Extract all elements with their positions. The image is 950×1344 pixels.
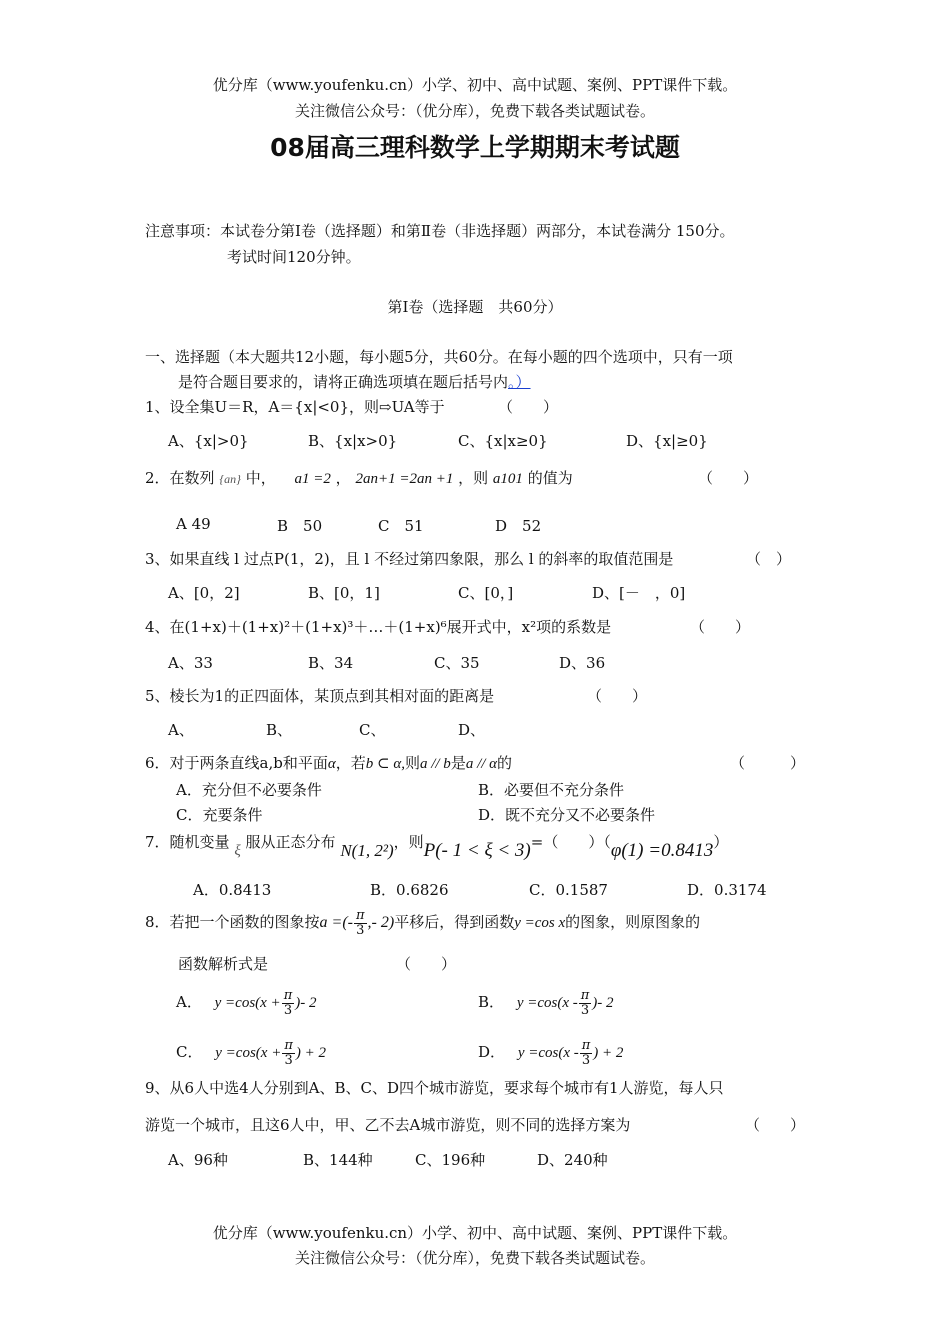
q6-option-c: C．充要条件 [176, 806, 263, 824]
q1-option-c: C、{x|x≥0} [458, 432, 548, 450]
q7-probability: P(- 1 < ξ < 3) [423, 840, 531, 861]
q7-stem-e: ） [713, 833, 729, 851]
q5-stem: 5、棱长为1的正四面体，某顶点到其相对面的距离是 [145, 687, 495, 705]
q8-option-c-num: π [284, 1037, 293, 1053]
q8-vector-den: 3 [356, 922, 365, 938]
q8-option-a-label: A． [176, 993, 202, 1011]
q3-option-a: A、[0，2] [168, 584, 240, 602]
q8-option-d-post: ) + 2 [593, 1045, 624, 1061]
q1-option-b: B、{x|x>0} [308, 432, 398, 450]
q9-line-1: 9、从6人中选4人分别到A、B、C、D四个城市游览，要求每个城市有1人游览，每人只 [145, 1079, 724, 1097]
q6-condition: b ⊂ α, [365, 756, 405, 772]
q8-option-c-fraction [282, 1039, 295, 1068]
q8-vector-num: π [356, 907, 365, 923]
q2-condition-1: a1 =2 [294, 471, 331, 487]
section1-line-1: 一、选择题（本大题共12小题，每小题5分，共60分。在每小题的四个选项中，只有一项 [145, 348, 733, 366]
q3-stem: 3、如果直线 l 过点P(1，2)，且 l 不经过第四象限，那么 l 的斜率的取值范围是 [145, 550, 674, 568]
q5-option-b: B、 [266, 721, 293, 739]
q7-option-a: A．0.8413 [193, 881, 272, 899]
q2-target: a101 [492, 471, 523, 487]
q8-option-d-pre: y =cos(x - [517, 1045, 579, 1061]
q9-option-a: A、96种 [168, 1151, 228, 1169]
q8-option-a [176, 984, 316, 1021]
q6-relation-1: a // b [419, 756, 451, 772]
notice-line-2: 考试时间120分钟。 [227, 248, 361, 266]
q8-option-a-fraction [282, 989, 295, 1018]
q8-answer-paren: （ ） [396, 955, 457, 973]
q2-option-d: D 52 [495, 517, 542, 535]
q3-answer-paren: （ ） [746, 550, 792, 568]
section1-line-2 [178, 371, 531, 392]
q7-option-d: D．0.3174 [687, 881, 767, 899]
q6-stem-a: 6．对于两条直线a,b和平面 [145, 754, 328, 772]
q2-option-c: C 51 [378, 517, 424, 535]
q8-option-b-den: 3 [580, 1002, 590, 1018]
q9-option-d: D、240种 [537, 1151, 608, 1169]
q8-option-c [176, 1034, 326, 1071]
q1-option-a: A、{x|>0} [168, 432, 249, 450]
header-line-2: 关注微信公众号：（优分库），免费下载各类试题试卷。 [294, 102, 655, 120]
q1-stem: 1、设全集U＝R，A＝{x|<0}，则⇨UA等于 [145, 398, 445, 416]
q8-option-d-fraction [580, 1039, 593, 1068]
notice-line-1: 注意事项：本试卷分第Ⅰ卷（选择题）和第Ⅱ卷（非选择题）两部分，本试卷满分 150分。 [145, 222, 735, 240]
q8-option-d [478, 1034, 623, 1071]
q8-vector-end: ,- 2) [367, 914, 395, 931]
q6-stem-e: 的 [497, 754, 513, 772]
q6-option-a: A．充分但不必要条件 [176, 781, 322, 799]
q1-option-d: D、{x|≥0} [626, 432, 708, 450]
q8-stem-b: 平移后，得到函数 [394, 913, 515, 931]
section1-line-2-text: 是符合题目要求的，请将正确选项填在题后括号内 [178, 373, 509, 391]
q8-vector-start: a =(- [319, 914, 353, 931]
q4-answer-paren: （ ） [690, 618, 751, 636]
q4-option-c: C、35 [434, 654, 480, 672]
q2-stem [145, 467, 573, 488]
q3-option-c: C、[0，] [458, 584, 514, 602]
q6-option-b: B．必要但不充分条件 [478, 781, 625, 799]
q8-option-a-num: π [283, 987, 293, 1003]
q5-option-a: A、 [168, 721, 194, 739]
q6-stem [145, 752, 512, 773]
q8-stem-a: 8．若把一个函数的图象按 [145, 913, 320, 931]
q8-option-d-den: 3 [581, 1052, 591, 1068]
q9-answer-paren: （ ） [745, 1116, 806, 1134]
q4-option-a: A、33 [168, 654, 213, 672]
page-title: 08届高三理科数学上学期期末考试题 [270, 133, 680, 162]
q7-stem-b: 服从正态分布 [245, 833, 336, 851]
q3-option-b: B、[0，1] [308, 584, 380, 602]
q6-stem-b: ，若 [335, 754, 366, 772]
header-line-1: 优分库（www.youfenku.cn）小学、初中、高中试题、案例、PPT课件下载。 [212, 76, 738, 94]
q2-stem-a: 2．在数列 [145, 469, 215, 487]
q7-option-c: C．0.1587 [529, 881, 608, 899]
q2-sep: ， [335, 469, 351, 487]
q8-vector-fraction [354, 909, 367, 938]
q8-line-2: 函数解析式是 [178, 955, 269, 973]
q8-option-d-label: D． [478, 1043, 506, 1061]
footer-line-1: 优分库（www.youfenku.cn）小学、初中、高中试题、案例、PPT课件下载。 [212, 1224, 738, 1242]
q7-stem-c: ，则 [393, 833, 424, 851]
q6-stem-d: 是 [450, 754, 466, 772]
q7-stem-a: 7．随机变量 [145, 833, 230, 851]
q2-stem-d: 的值为 [527, 469, 573, 487]
q8-option-a-den: 3 [283, 1002, 293, 1018]
q7-option-b: B．0.6826 [370, 881, 449, 899]
part1-title: 第Ⅰ卷（选择题 共60分） [387, 298, 563, 316]
q5-answer-paren: （ ） [587, 687, 648, 705]
q8-function: y =cos x [514, 915, 566, 931]
section1-link[interactable]: 。） [508, 373, 531, 391]
q8-option-b [478, 984, 614, 1021]
q8-option-b-num: π [580, 987, 590, 1003]
q8-option-d-num: π [581, 1037, 591, 1053]
q8-option-b-pre: y =cos(x - [516, 995, 578, 1011]
q4-option-b: B、34 [308, 654, 354, 672]
q2-option-a: A 49 [176, 515, 211, 533]
q8-option-b-label: B． [478, 993, 505, 1011]
q8-option-b-post: )- 2 [592, 995, 614, 1011]
q7-stem [145, 831, 729, 861]
q4-stem: 4、在(1+x)＋(1+x)²＋(1+x)³＋…＋(1+x)⁶展开式中，x²项的系数是 [145, 618, 612, 636]
q8-option-a-pre: y =cos(x + [214, 995, 281, 1011]
q8-stem [145, 904, 700, 941]
q6-answer-paren: （ ） [730, 754, 806, 772]
q9-option-b: B、144种 [303, 1151, 373, 1169]
q2-stem-b: 中， [245, 469, 276, 487]
q6-alpha: α [327, 756, 336, 772]
q6-stem-c: 则 [404, 754, 420, 772]
q8-option-c-post: ) + 2 [295, 1045, 326, 1061]
footer-line-2: 关注微信公众号：（优分库），免费下载各类试题试卷。 [294, 1249, 655, 1267]
q6-relation-2: a // α [465, 756, 498, 772]
q8-option-a-post: )- 2 [295, 995, 317, 1011]
q8-stem-c: 的图象，则原图象的 [565, 913, 701, 931]
q5-option-d: D、 [458, 721, 486, 739]
q2-answer-paren: （ ） [698, 469, 759, 487]
q7-distribution: N(1, 2²) [340, 841, 394, 860]
q8-option-c-den: 3 [284, 1052, 293, 1068]
q5-option-c: C、 [359, 721, 386, 739]
q4-option-d: D、36 [559, 654, 606, 672]
q7-phi: φ(1) =0.8413 [610, 840, 714, 861]
q6-option-d: D．既不充分又不必要条件 [478, 806, 656, 824]
q2-option-b: B 50 [277, 517, 323, 535]
q2-sequence: {an} [219, 472, 241, 486]
q3-option-d: D、[－ ，0] [592, 584, 686, 602]
q7-xi: ξ [234, 843, 241, 859]
q2-stem-c: ，则 [458, 469, 489, 487]
q2-condition-2: 2an+1 =2an +1 [355, 471, 454, 487]
q7-stem-d: =（ ）（ [530, 833, 611, 851]
q1-answer-paren: （ ） [498, 398, 559, 416]
q8-option-b-fraction [579, 989, 592, 1018]
q9-line-2: 游览一个城市，且这6人中，甲、乙不去A城市游览，则不同的选择方案为 [145, 1116, 631, 1134]
q8-option-c-label: C． [176, 1043, 203, 1061]
q9-option-c: C、196种 [415, 1151, 486, 1169]
q8-option-c-pre: y =cos(x + [215, 1045, 282, 1061]
